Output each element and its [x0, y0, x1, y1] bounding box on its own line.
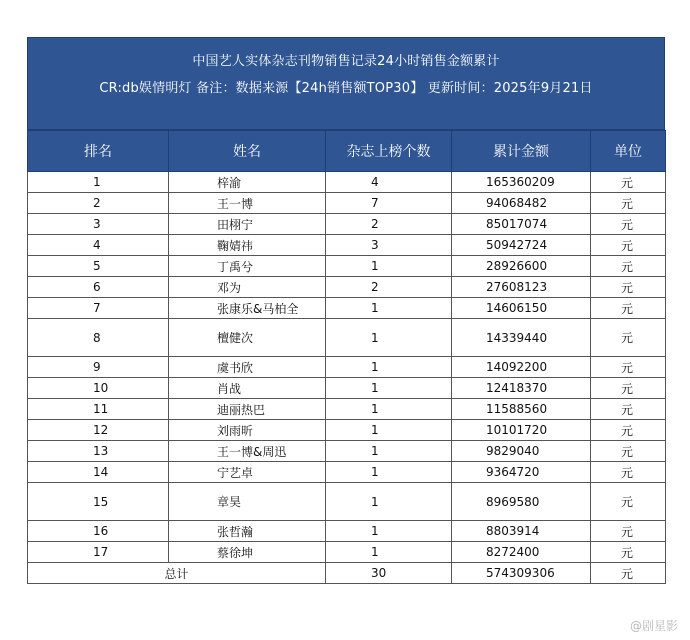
amount-cell: 11588560 — [452, 399, 591, 420]
table-row — [28, 214, 666, 235]
name-cell: 王一博 — [169, 193, 326, 214]
count-cell: 1 — [326, 542, 452, 563]
count-cell: 1 — [326, 521, 452, 542]
table-row — [28, 235, 666, 256]
total-label: 总计 — [28, 563, 326, 584]
rank-cell: 8 — [28, 319, 169, 357]
rank-cell: 3 — [28, 214, 169, 235]
unit-cell: 元 — [591, 256, 666, 277]
name-cell: 梓渝 — [169, 172, 326, 193]
unit-cell: 元 — [591, 521, 666, 542]
rank-cell: 11 — [28, 399, 169, 420]
name-cell: 邓为 — [169, 277, 326, 298]
sales-table — [27, 130, 666, 584]
count-cell: 1 — [326, 399, 452, 420]
rank-cell: 10 — [28, 378, 169, 399]
column-header-rank: 排名 — [28, 131, 169, 172]
unit-cell: 元 — [591, 172, 666, 193]
name-cell: 鞠婧祎 — [169, 235, 326, 256]
rank-cell: 12 — [28, 420, 169, 441]
table-row — [28, 521, 666, 542]
count-cell: 1 — [326, 298, 452, 319]
unit-cell: 元 — [591, 298, 666, 319]
amount-cell: 9364720 — [452, 462, 591, 483]
table-row — [28, 319, 666, 357]
amount-cell: 27608123 — [452, 277, 591, 298]
count-cell: 1 — [326, 357, 452, 378]
rank-cell: 1 — [28, 172, 169, 193]
unit-cell: 元 — [591, 420, 666, 441]
table-row — [28, 483, 666, 521]
count-cell: 1 — [326, 462, 452, 483]
amount-cell: 10101720 — [452, 420, 591, 441]
count-cell: 7 — [326, 193, 452, 214]
name-cell: 檀健次 — [169, 319, 326, 357]
amount-cell: 14339440 — [452, 319, 591, 357]
amount-cell: 85017074 — [452, 214, 591, 235]
table-row — [28, 542, 666, 563]
unit-cell: 元 — [591, 214, 666, 235]
amount-cell: 28926600 — [452, 256, 591, 277]
page-subtitle: CR:db娱情明灯 备注：数据来源【24h销售额TOP30】 更新时间：2025年9月21日 — [99, 81, 593, 96]
unit-cell: 元 — [591, 357, 666, 378]
name-cell: 章昊 — [169, 483, 326, 521]
amount-cell: 165360209 — [452, 172, 591, 193]
table-row — [28, 172, 666, 193]
table-row — [28, 277, 666, 298]
amount-cell: 14092200 — [452, 357, 591, 378]
count-cell: 2 — [326, 214, 452, 235]
table-row — [28, 420, 666, 441]
table-header-row — [28, 131, 666, 172]
count-cell: 1 — [326, 441, 452, 462]
rank-cell: 5 — [28, 256, 169, 277]
name-cell: 虞书欣 — [169, 357, 326, 378]
amount-cell: 9829040 — [452, 441, 591, 462]
unit-cell: 元 — [591, 399, 666, 420]
count-cell: 1 — [326, 420, 452, 441]
name-cell: 张哲瀚 — [169, 521, 326, 542]
amount-cell: 8803914 — [452, 521, 591, 542]
count-cell: 3 — [326, 235, 452, 256]
count-cell: 4 — [326, 172, 452, 193]
unit-cell: 元 — [591, 277, 666, 298]
unit-cell: 元 — [591, 193, 666, 214]
sales-sheet — [27, 37, 665, 584]
column-header-name: 姓名 — [169, 131, 326, 172]
rank-cell: 13 — [28, 441, 169, 462]
rank-cell: 9 — [28, 357, 169, 378]
unit-cell: 元 — [591, 319, 666, 357]
column-header-unit: 单位 — [591, 131, 666, 172]
count-cell: 1 — [326, 256, 452, 277]
amount-cell: 8272400 — [452, 542, 591, 563]
name-cell: 田栩宁 — [169, 214, 326, 235]
amount-cell: 50942724 — [452, 235, 591, 256]
title-banner — [27, 37, 665, 130]
watermark: @剧星影 — [629, 619, 678, 633]
name-cell: 刘雨昕 — [169, 420, 326, 441]
rank-cell: 4 — [28, 235, 169, 256]
rank-cell: 6 — [28, 277, 169, 298]
unit-cell: 元 — [591, 378, 666, 399]
unit-cell: 元 — [591, 462, 666, 483]
rank-cell: 2 — [28, 193, 169, 214]
count-cell: 2 — [326, 277, 452, 298]
unit-cell: 元 — [591, 235, 666, 256]
amount-cell: 12418370 — [452, 378, 591, 399]
count-cell: 1 — [326, 319, 452, 357]
rank-cell: 7 — [28, 298, 169, 319]
page-title: 中国艺人实体杂志刊物销售记录24小时销售金额累计 — [192, 54, 500, 69]
total-unit: 元 — [591, 563, 666, 584]
count-cell: 1 — [326, 378, 452, 399]
amount-cell: 94068482 — [452, 193, 591, 214]
table-row — [28, 462, 666, 483]
total-count: 30 — [326, 563, 452, 584]
table-row — [28, 441, 666, 462]
rank-cell: 15 — [28, 483, 169, 521]
rank-cell: 16 — [28, 521, 169, 542]
rank-cell: 14 — [28, 462, 169, 483]
unit-cell: 元 — [591, 542, 666, 563]
name-cell: 丁禹兮 — [169, 256, 326, 277]
name-cell: 肖战 — [169, 378, 326, 399]
column-header-amount: 累计金额 — [452, 131, 591, 172]
table-row — [28, 378, 666, 399]
table-row — [28, 193, 666, 214]
total-row — [28, 563, 666, 584]
count-cell: 1 — [326, 483, 452, 521]
amount-cell: 14606150 — [452, 298, 591, 319]
table-row — [28, 357, 666, 378]
amount-cell: 8969580 — [452, 483, 591, 521]
unit-cell: 元 — [591, 483, 666, 521]
name-cell: 迪丽热巴 — [169, 399, 326, 420]
unit-cell: 元 — [591, 441, 666, 462]
table-row — [28, 298, 666, 319]
table-row — [28, 256, 666, 277]
rank-cell: 17 — [28, 542, 169, 563]
table-row — [28, 399, 666, 420]
name-cell: 王一博&周迅 — [169, 441, 326, 462]
name-cell: 蔡徐坤 — [169, 542, 326, 563]
total-amount: 574309306 — [452, 563, 591, 584]
column-header-count: 杂志上榜个数 — [326, 131, 452, 172]
name-cell: 张康乐&马柏全 — [169, 298, 326, 319]
name-cell: 宁艺卓 — [169, 462, 326, 483]
